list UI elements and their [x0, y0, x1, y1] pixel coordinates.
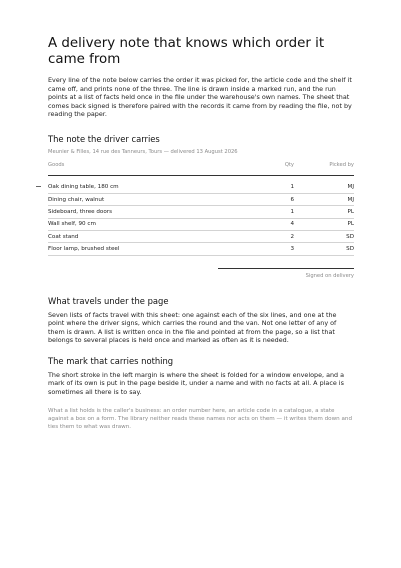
- document-page: [48, 36, 354, 432]
- note-heading: The note the driver carries: [48, 133, 160, 144]
- col-goods: Goods: [48, 162, 254, 176]
- signature-line: [218, 268, 354, 279]
- cell-goods: Sideboard, three doors: [48, 206, 254, 218]
- cell-picked-by: MJ: [294, 193, 354, 205]
- col-qty: Qty: [254, 162, 294, 176]
- mark-heading: The mark that carries nothing: [48, 355, 174, 366]
- cell-qty: 1: [254, 206, 294, 218]
- cell-goods: Oak dining table, 180 cm: [48, 182, 254, 194]
- table-row: [48, 182, 354, 194]
- signature-label: Signed on delivery: [305, 272, 354, 279]
- table-row: [48, 218, 354, 230]
- cell-qty: 1: [254, 182, 294, 194]
- travels-heading: What travels under the page: [48, 295, 169, 306]
- fold-mark: [36, 186, 41, 187]
- table-row: [48, 206, 354, 218]
- cell-goods: Coat stand: [48, 231, 254, 243]
- cell-qty: 6: [254, 193, 294, 205]
- cell-picked-by: PL: [294, 206, 354, 218]
- cell-picked-by: MJ: [294, 182, 354, 194]
- cell-qty: 3: [254, 243, 294, 255]
- table-header-row: [48, 162, 354, 176]
- cell-picked-by: PL: [294, 218, 354, 230]
- table-row: [48, 193, 354, 205]
- cell-qty: 4: [254, 218, 294, 230]
- cell-picked-by: SD: [294, 231, 354, 243]
- cell-picked-by: SD: [294, 243, 354, 255]
- delivery-meta: Meunier & Filles, 14 rue des Tanneurs, Tours — delivered 13 August 2026: [48, 148, 238, 155]
- table-row: [48, 243, 354, 255]
- intro-paragraph: Every line of the note below carries the order it was picked for, the article code and the shelf it came off, and prints none of the three. The line is drawn inside a marked run, and the run points at a list of facts held once in the file under the warehouse's own names. The sheet that comes back signed is therefore paired with the records it came from by reading the file, not by reading the paper.: [48, 76, 352, 118]
- cell-goods: Dining chair, walnut: [48, 193, 254, 205]
- table-row: [48, 231, 354, 243]
- travels-paragraph: Seven lists of facts travel with this sheet: one against each of the six lines, and one at the point where the driver signs, which carries the round and the van. Not one letter of any of them is drawn. A list is written once in the file and pointed at from the page, so a list that belongs to several places is held once and marked as often as it is needed.: [48, 310, 337, 345]
- cell-goods: Floor lamp, brushed steel: [48, 243, 254, 255]
- col-picked-by: Picked by: [294, 162, 354, 176]
- mark-paragraph: The short stroke in the left margin is where the sheet is folded for a window envelope, and a mark of its own is put in the page beside it, under a name and with no facts at all. A place is sometimes all there is to say.: [48, 370, 345, 396]
- cell-qty: 2: [254, 231, 294, 243]
- footnote: What a list holds is the caller's business: an order number here, an article code in a catalogue, a state against a box on a form. The library neither reads these names nor acts on them — it writes them down and ties them to what was drawn.: [48, 408, 352, 430]
- page-title: A delivery note that knows which order it came from: [48, 36, 325, 67]
- cell-goods: Wall shelf, 90 cm: [48, 218, 254, 230]
- goods-table: [48, 162, 354, 256]
